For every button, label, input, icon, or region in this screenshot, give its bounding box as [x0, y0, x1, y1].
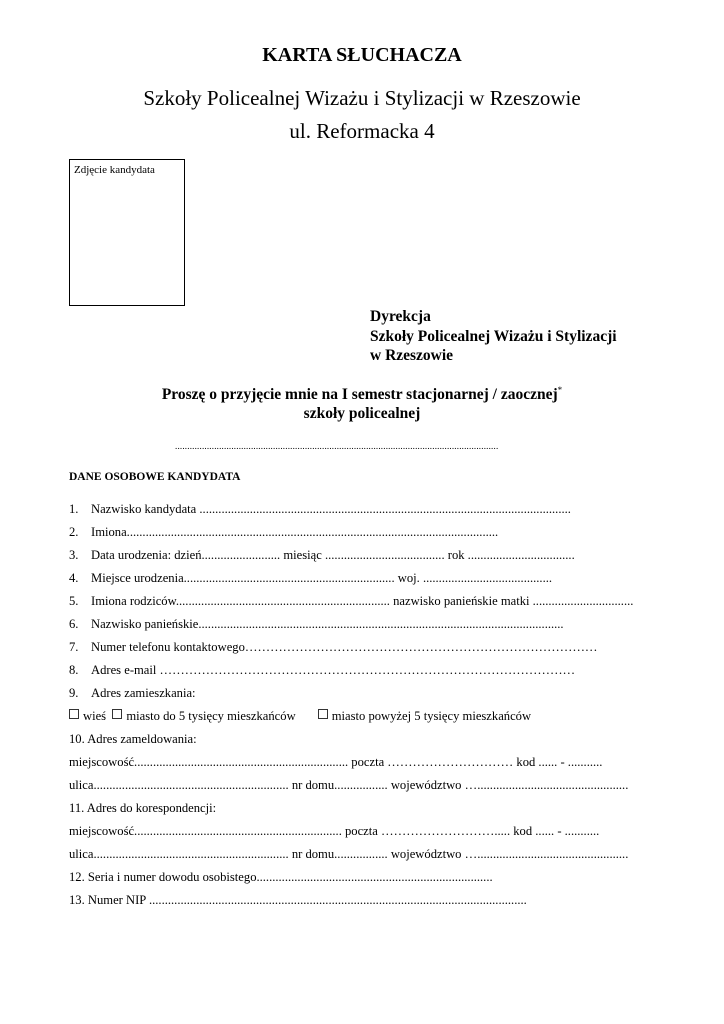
form-title: KARTA SŁUCHACZA [262, 44, 462, 66]
large-town-checkbox[interactable] [318, 709, 328, 719]
blank-line[interactable]: .................................................................................................................................... [175, 441, 499, 451]
form-row-nip[interactable]: 13. Numer NIP ........................................................................................................................ [69, 893, 527, 907]
form-row-maiden-name[interactable]: 6. Nazwisko panieńskie.................................................................................................................... [69, 617, 564, 631]
registered-address-line2[interactable]: ulica.............................................................. nr domu................. województwo …................................................ [69, 778, 629, 792]
request-line1: Proszę o przyjęcie mnie na I semestr stacjonarnej / zaocznej* [161, 385, 563, 404]
registered-address-line1[interactable]: miejscowość.................................................................... poczta ………………………… kod ...... - ........... [69, 755, 603, 769]
school-name: Szkoły Policealnej Wizażu i Stylizacji w Rzeszowie [143, 86, 581, 110]
small-town-label: miasto do 5 tysięcy mieszkańców [126, 709, 296, 723]
section-title: DANE OSOBOWE KANDYDATA [69, 471, 241, 483]
recipient-line2: Szkoły Policealnej Wizażu i Stylizacji [370, 328, 617, 345]
request-line2: szkoły policealnej [303, 405, 421, 422]
recipient-line3: w Rzeszowie [370, 347, 454, 364]
school-address: ul. Reformacka 4 [289, 119, 435, 143]
large-town-label: miasto powyżej 5 tysięcy mieszkańców [331, 709, 532, 723]
recipient-line1: Dyrekcja [370, 308, 431, 325]
form-row-parents[interactable]: 5. Imiona rodziców.................................................................... nazwisko panieńskie matki ................................ [69, 594, 634, 608]
form-row-surname[interactable]: 1. Nazwisko kandydata ...................................................................................................................... [69, 502, 571, 516]
correspondence-address-line2[interactable]: ulica.............................................................. nr domu................. województwo …................................................ [69, 847, 629, 861]
registered-address-label: 10. Adres zameldowania: [69, 732, 197, 746]
form-row-first-names[interactable]: 2. Imiona...................................................................................................................... [69, 525, 499, 539]
village-label: wieś [83, 709, 107, 723]
form-row-birth-date[interactable]: 3. Data urodzenia: dzień......................... miesiąc ...................................... rok .................................. [69, 548, 575, 562]
correspondence-address-line1[interactable]: miejscowość.................................................................. poczta ………………………..... kod ...... - ........... [69, 824, 600, 838]
form-row-phone[interactable]: 7. Numer telefonu kontaktowego………………………………………………………………………… [69, 640, 598, 654]
form-row-id-card[interactable]: 12. Seria i numer dowodu osobistego........................................................................... [69, 870, 493, 884]
village-checkbox[interactable] [69, 709, 79, 719]
photo-box [69, 159, 185, 306]
footnote-mark: * [557, 385, 563, 395]
form-row-birth-place[interactable]: 4. Miejsce urodzenia................................................................... woj. ......................................... [69, 571, 553, 585]
photo-label: Zdjęcie kandydata [74, 164, 155, 176]
correspondence-address-label: 11. Adres do korespondencji: [69, 801, 217, 815]
form-row-residence: 9. Adres zamieszkania: [69, 686, 196, 700]
form-row-email[interactable]: 8. Adres e-mail ……………………………………………………………………………………… [69, 663, 576, 677]
small-town-checkbox[interactable] [112, 709, 122, 719]
residence-options [69, 709, 531, 724]
